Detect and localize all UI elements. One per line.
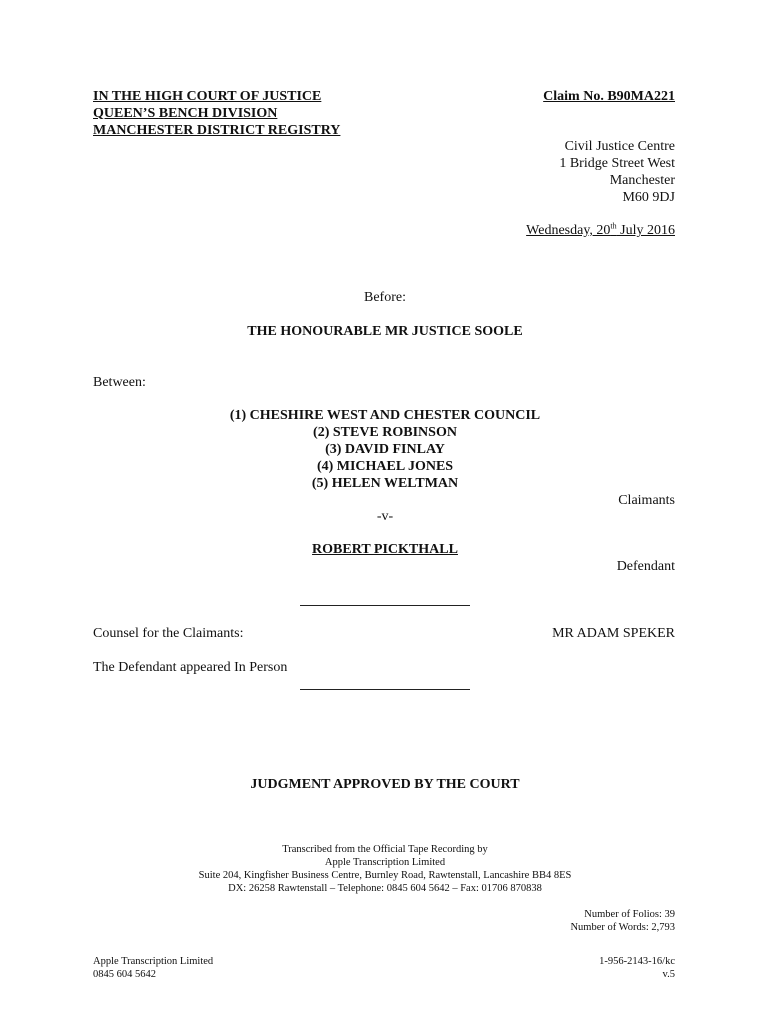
defendant-name: ROBERT PICKTHALL [312,542,458,557]
address-line-4: M60 9DJ [622,190,675,205]
court-name: IN THE HIGH COURT OF JUSTICE [93,89,322,104]
divider-line-bottom [300,689,470,690]
claimant-2: (2) STEVE ROBINSON [313,425,457,440]
divider-line-top [300,605,470,606]
between-label: Between: [93,375,146,390]
counsel-name: MR ADAM SPEKER [552,626,675,641]
defendant-label: Defendant [616,559,675,574]
claim-number: Claim No. B90MA221 [543,89,675,104]
judge-name: THE HONOURABLE MR JUSTICE SOOLE [247,324,523,339]
counsel-label: Counsel for the Claimants: [93,626,244,641]
claimant-4: (4) MICHAEL JONES [316,459,454,474]
claimant-3: (3) DAVID FINLAY [325,442,445,457]
court-division: QUEEN’S BENCH DIVISION [93,106,278,121]
address-line-1: Civil Justice Centre [564,139,675,154]
claimants-label: Claimants [618,493,675,508]
versus: -v- [376,509,394,524]
footer-version: v.5 [662,969,675,980]
transcriber-contact: DX: 26258 Rawtenstall – Telephone: 0845 604 5642 – Fax: 01706 870838 [228,883,542,894]
transcriber-line-1: Transcribed from the Official Tape Recording by [282,844,488,855]
footer-phone: 0845 604 5642 [93,969,156,980]
transcriber-address: Suite 204, Kingfisher Business Centre, Burnley Road, Rawtenstall, Lancashire BB4 8ES [198,870,572,881]
footer-reference: 1-956-2143-16/kc [599,956,675,967]
judgment-title: JUDGMENT APPROVED BY THE COURT [250,777,520,792]
footer-company: Apple Transcription Limited [93,956,214,967]
claimant-5: (5) HELEN WELTMAN [311,476,459,491]
defendant-appearance: The Defendant appeared In Person [93,660,288,675]
address-line-2: 1 Bridge Street West [559,156,675,171]
hearing-date: Wednesday, 20th July 2016 [526,221,675,238]
claimant-1: (1) CHESHIRE WEST AND CHESTER COUNCIL [229,408,541,423]
word-count: Number of Words: 2,793 [570,922,675,933]
transcriber-company: Apple Transcription Limited [324,857,446,868]
before-label: Before: [364,290,406,305]
address-line-3: Manchester [609,173,675,188]
folio-count: Number of Folios: 39 [584,909,675,920]
court-registry: MANCHESTER DISTRICT REGISTRY [93,123,341,138]
